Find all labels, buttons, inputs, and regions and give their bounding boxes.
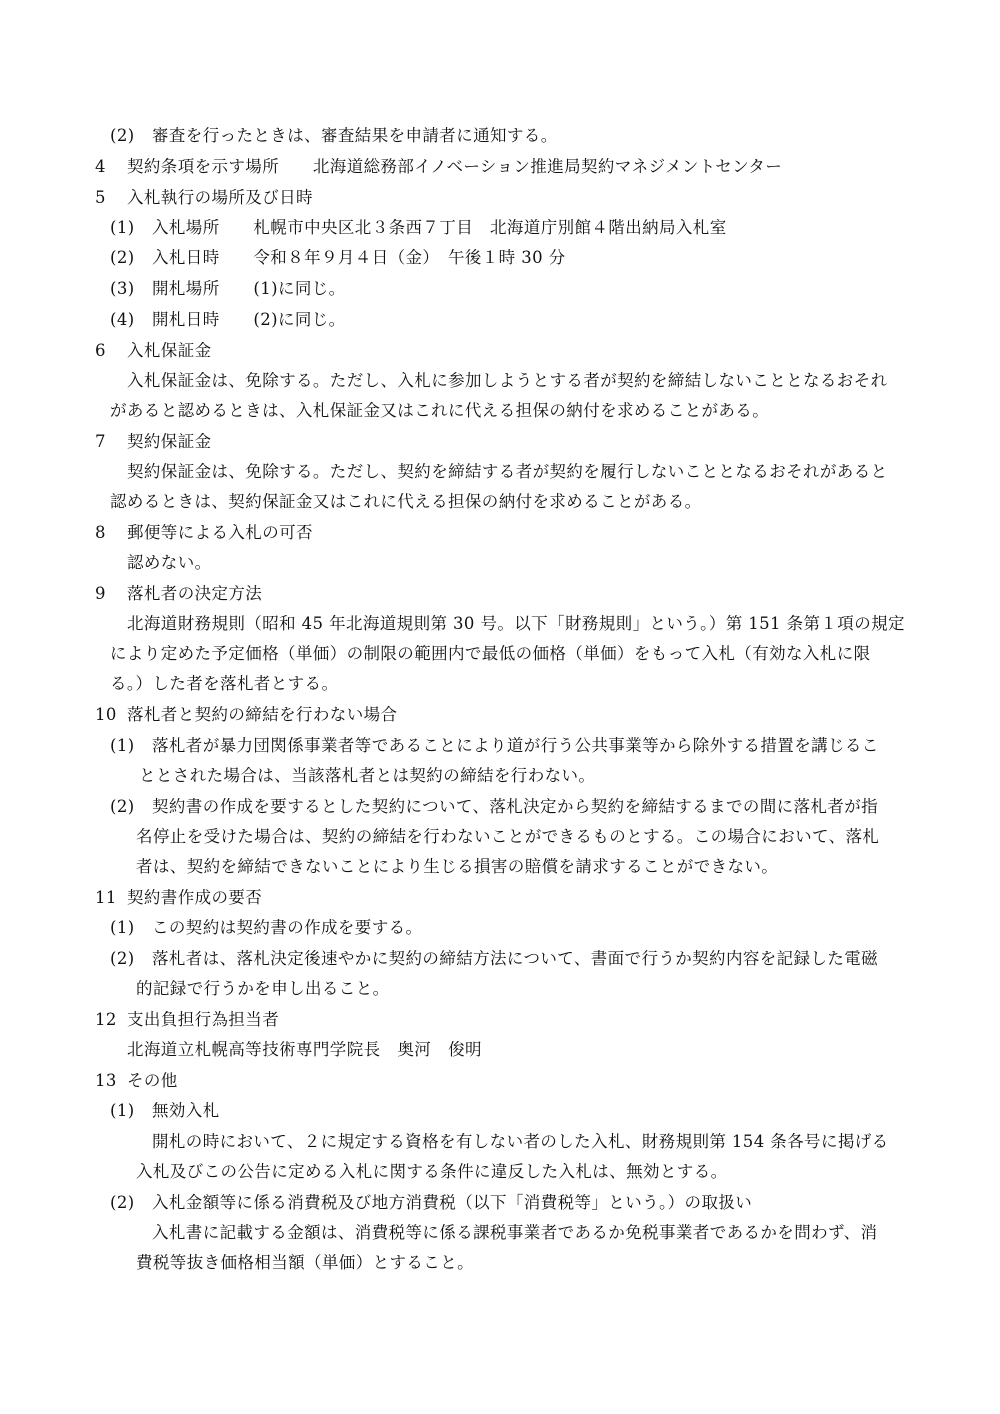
section-number: 12 <box>95 1010 117 1029</box>
item-10-2 <box>110 795 878 819</box>
item-text: この契約は契約書の作成を要する。 <box>152 918 423 937</box>
section-6-heading <box>95 339 212 363</box>
item-text: 者は、契約を締結できないことにより生じる損害の賠償を請求することができない。 <box>136 857 779 876</box>
item-number: (2) <box>110 797 135 816</box>
section-6-body-cont <box>110 399 769 423</box>
item-2-2-notify <box>110 124 558 148</box>
paragraph-text: 認めない。 <box>127 553 212 572</box>
section-7-body <box>127 460 888 484</box>
item-text: 契約書の作成を要するとした契約について、落札決定から契約を締結するまでの間に落札者が指 <box>152 797 879 816</box>
section-5-heading <box>95 186 313 210</box>
item-11-2 <box>110 947 878 971</box>
section-number: 11 <box>95 888 117 907</box>
section-number: 9 <box>95 584 106 603</box>
section-number: 4 <box>95 157 106 176</box>
section-4-contract-terms <box>95 155 782 179</box>
item-number: (3) <box>110 279 135 298</box>
section-8-heading <box>95 521 313 545</box>
item-number: (4) <box>110 310 135 329</box>
section-number: 8 <box>95 523 106 542</box>
item-number: (2) <box>110 949 135 968</box>
section-heading: 契約書作成の要否 <box>127 888 263 907</box>
section-7-heading <box>95 430 212 454</box>
item-13-2-body <box>152 1221 877 1245</box>
section-heading: 郵便等による入札の可否 <box>127 523 313 542</box>
item-10-2-cont2 <box>136 855 778 879</box>
section-heading: 支出負担行為担当者 <box>127 1010 280 1029</box>
paragraph-text: 入札及びこの公告に定める入札に関する条件に違反した入札は、無効とする。 <box>136 1162 728 1181</box>
item-text: ととされた場合は、当該落札者とは契約の締結を行わない。 <box>139 766 596 785</box>
section-12-heading <box>95 1008 279 1032</box>
section-number: 6 <box>95 341 106 360</box>
section-heading: 落札者の決定方法 <box>127 584 263 603</box>
item-13-2-body-cont <box>136 1251 474 1275</box>
paragraph-text: 北海道財務規則（昭和 45 年北海道規則第 30 号。以下「財務規則」という。）第 151 条第１項の規定 <box>127 614 905 633</box>
item-13-1-heading <box>110 1099 220 1123</box>
section-9-body-cont2 <box>110 672 338 696</box>
item-number: (2) <box>110 248 135 267</box>
item-text: 審査を行ったときは、審査結果を申請者に通知する。 <box>152 126 558 145</box>
section-8-body <box>127 551 212 575</box>
section-13-heading <box>95 1069 178 1093</box>
paragraph-text: 認めるときは、契約保証金又はこれに代える担保の納付を求めることがある。 <box>110 492 702 511</box>
item-10-1 <box>110 734 879 758</box>
section-text: 契約条項を示す場所 北海道総務部イノベーション推進局契約マネジメントセンター <box>127 157 783 176</box>
paragraph-text: 入札書に記載する金額は、消費税等に係る課税事業者であるか免税事業者であるかを問わず、消 <box>152 1223 878 1242</box>
section-9-body-cont <box>110 642 871 666</box>
section-number: 10 <box>95 705 117 724</box>
item-5-4-open-date <box>110 308 346 332</box>
item-10-2-cont <box>136 825 879 849</box>
item-heading: 入札金額等に係る消費税及び地方消費税（以下「消費税等」という。）の取扱い <box>152 1193 753 1212</box>
section-12-body <box>127 1038 482 1062</box>
paragraph-text: 契約保証金は、免除する。ただし、契約を締結する者が契約を履行しないこととなるおそれがあると <box>127 462 888 481</box>
item-number: (1) <box>110 1101 135 1120</box>
section-6-body <box>127 369 888 393</box>
section-7-body-cont <box>110 490 702 514</box>
item-text: 名停止を受けた場合は、契約の締結を行わないことができるものとする。この場合において、落札 <box>136 827 880 846</box>
item-text: 開札場所 (1)に同じ。 <box>152 279 346 298</box>
item-10-1-cont <box>139 764 595 788</box>
section-heading: 入札保証金 <box>127 341 212 360</box>
section-heading: その他 <box>127 1071 178 1090</box>
item-13-1-body-cont <box>136 1160 728 1184</box>
item-text: 開札日時 (2)に同じ。 <box>152 310 346 329</box>
section-10-heading <box>95 703 397 727</box>
section-number: 13 <box>95 1071 117 1090</box>
item-11-1 <box>110 916 422 940</box>
item-5-3-open-place <box>110 277 346 301</box>
item-5-1-bid-place <box>110 216 727 240</box>
item-text: 的記録で行うかを申し出ること。 <box>136 979 390 998</box>
item-text: 入札場所 札幌市中央区北３条西７丁目 北海道庁別館４階出納局入札室 <box>152 218 727 237</box>
section-9-heading <box>95 582 262 606</box>
section-heading: 入札執行の場所及び日時 <box>127 188 313 207</box>
item-number: (2) <box>110 1193 135 1212</box>
section-heading: 落札者と契約の締結を行わない場合 <box>127 705 398 724</box>
paragraph-text: により定めた予定価格（単価）の制限の範囲内で最低の価格（単価）をもって入札（有効な入札に限 <box>110 644 871 663</box>
item-heading: 無効入札 <box>152 1101 220 1120</box>
item-number: (2) <box>110 126 135 145</box>
item-11-2-cont <box>136 977 390 1001</box>
paragraph-text: 開札の時において、２に規定する資格を有しない者のした入札、財務規則第 154 条各号に掲げる <box>152 1132 889 1151</box>
section-heading: 契約保証金 <box>127 432 212 451</box>
item-13-2-heading <box>110 1191 752 1215</box>
paragraph-text: 北海道立札幌高等技術専門学院長 奥河 俊明 <box>127 1040 482 1059</box>
item-number: (1) <box>110 736 135 755</box>
item-13-1-body <box>152 1130 889 1154</box>
section-11-heading <box>95 886 262 910</box>
item-5-2-bid-date <box>110 246 566 270</box>
item-text: 落札者は、落札決定後速やかに契約の締結方法について、書面で行うか契約内容を記録した電磁 <box>152 949 879 968</box>
paragraph-text: 費税等抜き価格相当額（単価）とすること。 <box>136 1253 474 1272</box>
item-text: 入札日時 令和８年９月４日（金） 午後１時 30 分 <box>152 248 566 267</box>
item-number: (1) <box>110 918 135 937</box>
section-number: 7 <box>95 432 106 451</box>
paragraph-text: 入札保証金は、免除する。ただし、入札に参加しようとする者が契約を締結しないこととなるおそれ <box>127 371 888 390</box>
section-9-body <box>127 612 905 636</box>
paragraph-text: があると認めるときは、入札保証金又はこれに代える担保の納付を求めることがある。 <box>110 401 770 420</box>
item-text: 落札者が暴力団関係事業者等であることにより道が行う公共事業等から除外する措置を講じるこ <box>152 736 879 755</box>
item-number: (1) <box>110 218 135 237</box>
paragraph-text: る。）した者を落札者とする。 <box>110 674 339 693</box>
section-number: 5 <box>95 188 106 207</box>
